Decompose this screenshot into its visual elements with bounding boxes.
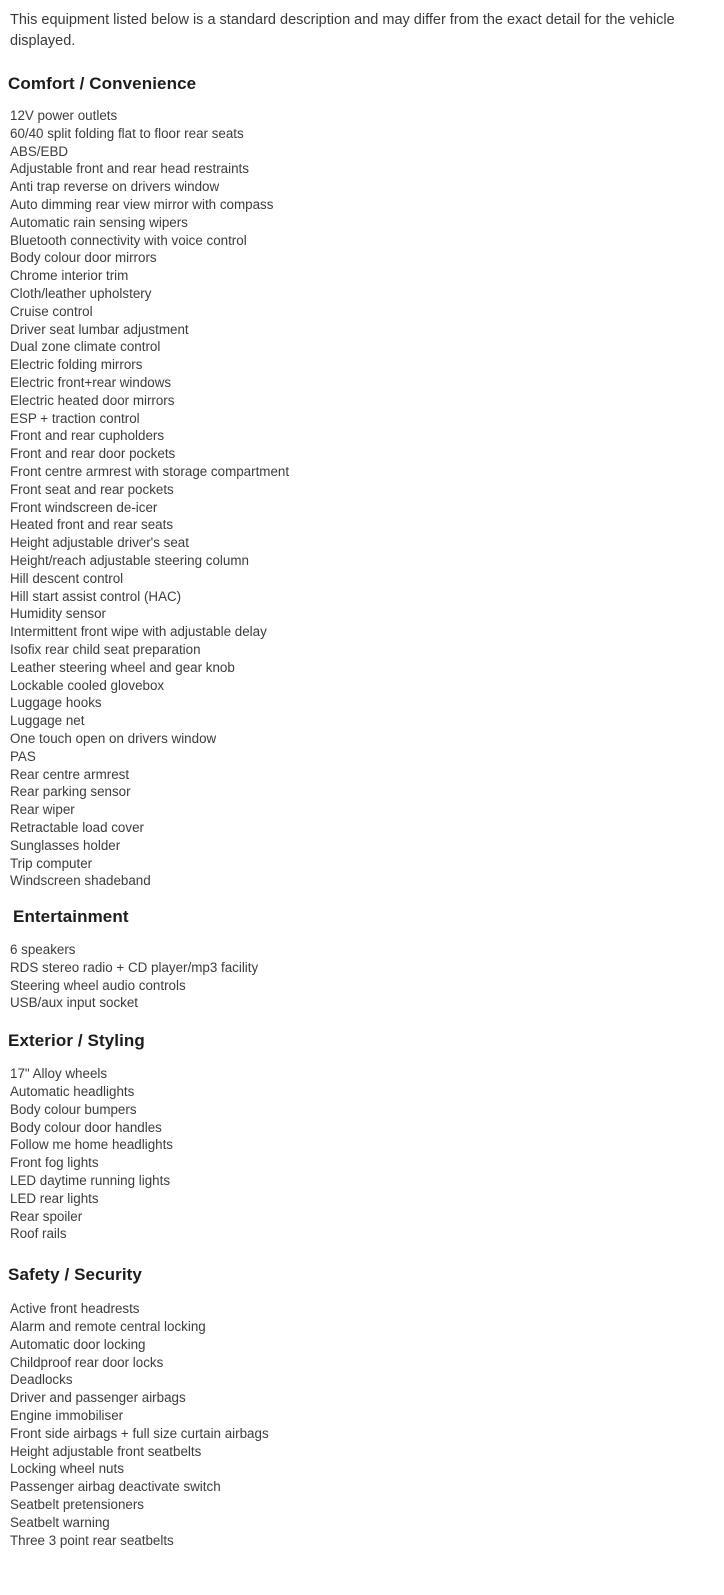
list-item: Sunglasses holder: [10, 837, 121, 853]
list-item: PAS: [10, 748, 36, 764]
section-title: Exterior / Styling: [8, 1031, 145, 1051]
list-item: Driver and passenger airbags: [10, 1390, 186, 1406]
section-comfort-convenience: [8, 74, 706, 890]
list-item: Seatbelt pretensioners: [10, 1497, 144, 1513]
list-item: Cloth/leather upholstery: [10, 286, 152, 301]
list-item: Childproof rear door locks: [10, 1354, 164, 1370]
list-item: Luggage net: [10, 713, 85, 729]
list-item: Height/reach adjustable steering column: [10, 552, 249, 568]
list-item: Rear parking sensor: [10, 784, 131, 800]
list-item: Rear spoiler: [10, 1208, 83, 1224]
list-item: Chrome interior trim: [10, 268, 129, 284]
list-item: Body colour bumpers: [10, 1101, 137, 1117]
list-item: Steering wheel audio controls: [10, 977, 186, 993]
section-entertainment: [8, 907, 706, 1012]
list-item: Hill start assist control (HAC): [10, 588, 182, 604]
list-item: Active front headrests: [10, 1301, 140, 1317]
list-item: Passenger airbag deactivate switch: [10, 1479, 221, 1495]
list-item: Isofix rear child seat preparation: [10, 641, 201, 657]
list-item: USB/aux input socket: [10, 995, 139, 1011]
list-item: RDS stereo radio + CD player/mp3 facility: [10, 959, 259, 975]
list-item: Anti trap reverse on drivers window: [10, 179, 220, 195]
list-item: Intermittent front wipe with adjustable delay: [10, 624, 267, 640]
list-item: LED daytime running lights: [10, 1173, 171, 1189]
list-item: Front and rear cupholders: [10, 428, 165, 444]
feature-list-exterior-styling: [8, 1065, 706, 1243]
list-item: Rear centre armrest: [10, 766, 130, 782]
list-item: Automatic headlights: [10, 1084, 135, 1100]
list-item: Automatic door locking: [10, 1336, 146, 1352]
section-title: Comfort / Convenience: [8, 74, 197, 94]
list-item: Trip computer: [10, 855, 93, 871]
list-item: Deadlocks: [10, 1372, 73, 1388]
list-item: Electric front+rear windows: [10, 374, 172, 390]
list-item: Seatbelt warning: [10, 1514, 110, 1530]
list-item: ABS/EBD: [10, 143, 69, 159]
list-item: Electric heated door mirrors: [10, 392, 175, 408]
list-item: 17" Alloy wheels: [10, 1066, 108, 1082]
list-item: 6 speakers: [10, 942, 76, 958]
list-item: Locking wheel nuts: [10, 1461, 124, 1477]
feature-list-safety-security: [8, 1300, 706, 1549]
list-item: Follow me home headlights: [10, 1137, 174, 1153]
list-item: Front side airbags + full size curtain airbags: [10, 1425, 269, 1441]
feature-list-entertainment: [8, 941, 706, 1012]
list-item: Driver seat lumbar adjustment: [10, 321, 189, 337]
list-item: Bluetooth connectivity with voice control: [10, 232, 247, 248]
section-title: Entertainment: [13, 907, 129, 927]
list-item: Engine immobiliser: [10, 1408, 124, 1424]
list-item: Adjustable front and rear head restraints: [10, 161, 249, 177]
list-item: Windscreen shadeband: [10, 873, 151, 889]
list-item: Leather steering wheel and gear knob: [10, 659, 235, 675]
list-item: Roof rails: [10, 1226, 67, 1242]
list-item: ESP + traction control: [10, 410, 140, 426]
list-item: Height adjustable driver's seat: [10, 535, 189, 551]
list-item: Humidity sensor: [10, 606, 106, 622]
list-item: Front centre armrest with storage compartment: [10, 463, 290, 479]
list-item: Three 3 point rear seatbelts: [10, 1532, 174, 1548]
list-item: Heated front and rear seats: [10, 517, 174, 533]
list-item: Alarm and remote central locking: [10, 1319, 206, 1335]
list-item: Lockable cooled glovebox: [10, 677, 165, 693]
list-item: One touch open on drivers window: [10, 730, 217, 746]
section-safety-security: [8, 1265, 706, 1549]
list-item: Luggage hooks: [10, 695, 102, 711]
list-item: Automatic rain sensing wipers: [10, 214, 188, 230]
section-title: Safety / Security: [8, 1265, 142, 1285]
feature-list-comfort-convenience: [8, 107, 706, 890]
list-item: Auto dimming rear view mirror with compass: [10, 197, 274, 213]
equipment-disclaimer: This equipment listed below is a standard description and may differ from the exact detail for the vehicle displayed.: [10, 12, 675, 50]
list-item: Dual zone climate control: [10, 339, 161, 355]
list-item: Body colour door mirrors: [10, 250, 157, 266]
list-item: Front windscreen de-icer: [10, 499, 158, 515]
list-item: Front seat and rear pockets: [10, 481, 174, 497]
section-exterior-styling: [8, 1031, 706, 1243]
list-item: Height adjustable front seatbelts: [10, 1443, 202, 1459]
list-item: Body colour door handles: [10, 1119, 162, 1135]
list-item: LED rear lights: [10, 1190, 99, 1206]
list-item: Front and rear door pockets: [10, 446, 176, 462]
list-item: Electric folding mirrors: [10, 357, 143, 373]
list-item: 12V power outlets: [10, 108, 118, 124]
list-item: Retractable load cover: [10, 819, 144, 835]
list-item: Cruise control: [10, 303, 93, 319]
list-item: Hill descent control: [10, 570, 124, 586]
list-item: Rear wiper: [10, 802, 75, 818]
list-item: Front fog lights: [10, 1155, 99, 1171]
list-item: 60/40 split folding flat to floor rear seats: [10, 125, 244, 141]
